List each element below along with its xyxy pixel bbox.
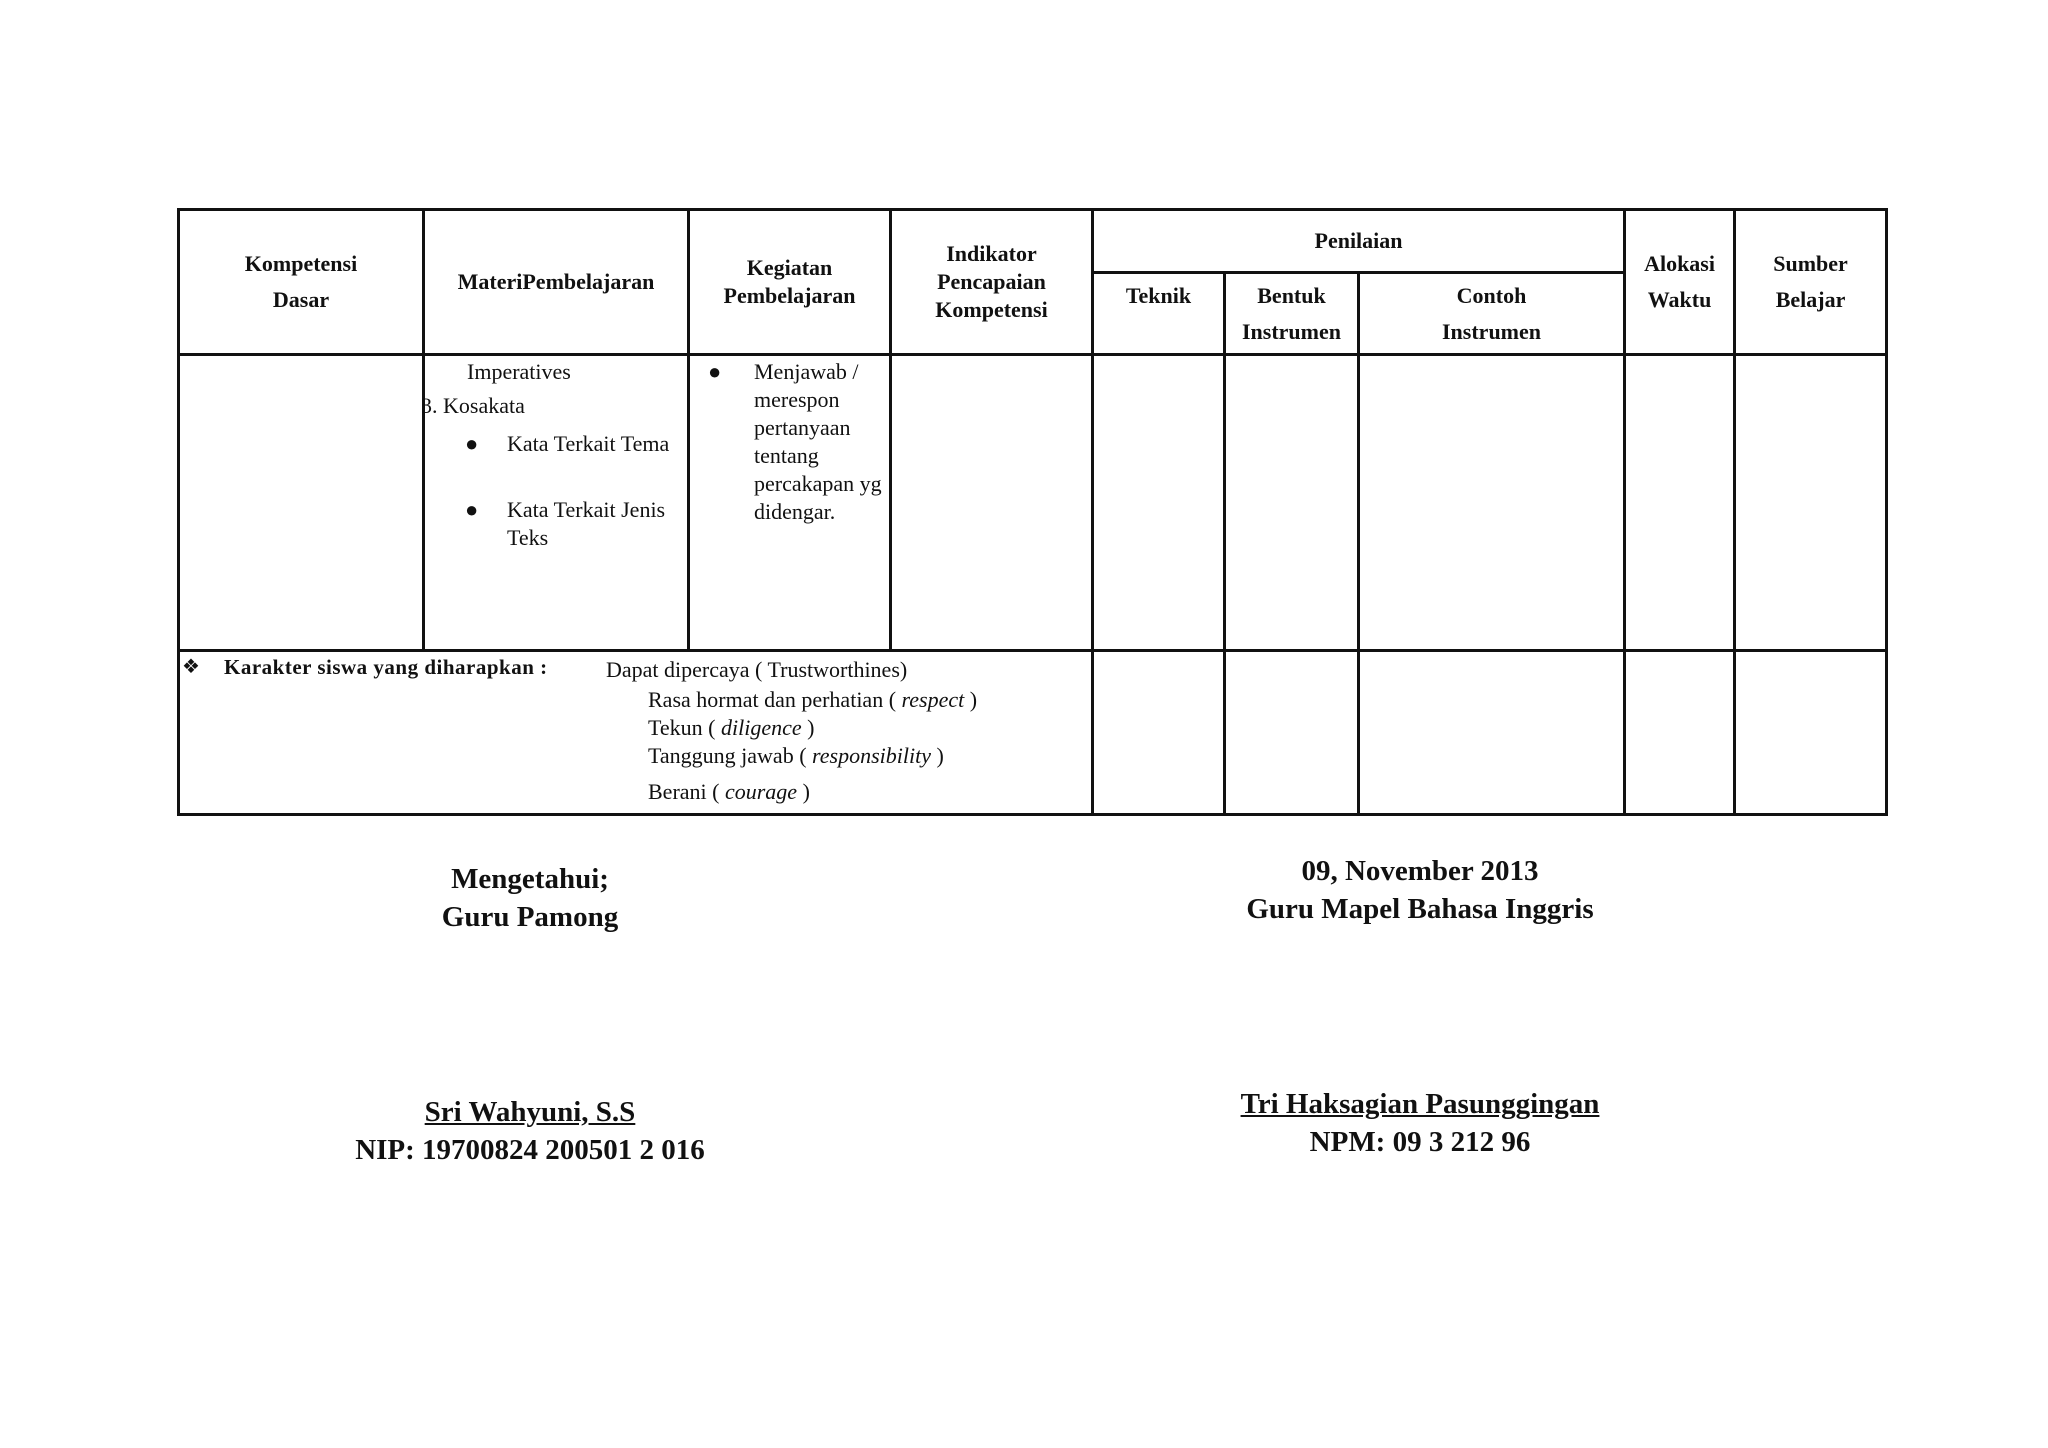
syllabus-table (177, 208, 1888, 816)
cell-karakter-contoh (1359, 650, 1625, 814)
cell-contoh (1359, 355, 1625, 650)
header-kompetensi-dasar: Kompetensi Dasar (179, 210, 424, 355)
signer-right-name: Tri Haksagian Pasunggingan (1240, 1088, 1600, 1120)
bullet-icon: ● (465, 431, 479, 457)
diamond-bullet-icon: ❖ (182, 655, 200, 678)
guru-pamong-label: Guru Pamong (441, 901, 619, 933)
cell-indikator (891, 355, 1093, 650)
karakter-row (179, 650, 1887, 814)
signer-left-name: Sri Wahyuni, S.S (424, 1096, 636, 1128)
cell-karakter-teknik (1093, 650, 1225, 814)
materi-kosakata: 3. Kosakata (421, 393, 525, 419)
karakter-value: Dapat dipercaya ( Trustworthines) (606, 656, 908, 682)
header-contoh-instrumen: Contoh Instrumen (1359, 273, 1625, 355)
bullet-icon: ● (465, 497, 479, 523)
materi-imperatives: Imperatives (467, 359, 571, 385)
cell-karakter-sumber (1735, 650, 1887, 814)
header-row-top (179, 210, 1887, 273)
karakter-label: Karakter siswa yang diharapkan : (224, 654, 548, 679)
date-label: 09, November 2013 (1301, 855, 1539, 887)
signature-right-name (1170, 1085, 1670, 1161)
cell-bentuk (1225, 355, 1359, 650)
karakter-cell (179, 650, 1093, 814)
cell-karakter-bentuk (1225, 650, 1359, 814)
header-bentuk-instrumen: Bentuk Instrumen (1225, 273, 1359, 355)
header-indikator: Indikator Pencapaian Kompetensi (891, 210, 1093, 355)
kegiatan-text: Menjawab / merespon pertanyaan tentang percakapan yg didengar. (754, 359, 882, 525)
header-materi-pembelajaran: MateriPembelajaran (424, 210, 689, 355)
header-teknik: Teknik (1093, 273, 1225, 355)
bullet-icon: ● (708, 359, 722, 385)
guru-mapel-label: Guru Mapel Bahasa Inggris (1246, 893, 1594, 925)
cell-sumber (1735, 355, 1887, 650)
cell-kompetensi-dasar (179, 355, 424, 650)
signer-right-npm: NPM: 09 3 212 96 (1309, 1126, 1531, 1158)
signature-left-name (300, 1093, 760, 1169)
header-sumber-belajar: Sumber Belajar (1735, 210, 1887, 355)
mengetahui-label: Mengetahui; (451, 863, 609, 895)
cell-alokasi (1625, 355, 1735, 650)
cell-materi: Imperatives 3. Kosakata ● Kata Terkait Tema ● Kata Terkait Jenis Teks (424, 355, 689, 650)
cell-karakter-alokasi (1625, 650, 1735, 814)
signature-left-heading (330, 860, 730, 936)
cell-kegiatan (689, 355, 891, 650)
header-kegiatan-pembelajaran: Kegiatan Pembelajaran (689, 210, 891, 355)
header-penilaian: Penilaian (1093, 210, 1625, 273)
content-row (179, 355, 1887, 650)
signer-left-nip: NIP: 19700824 200501 2 016 (355, 1134, 705, 1166)
karakter-value: Rasa hormat dan perhatian ( respect ) (648, 686, 978, 712)
karakter-value: Berani ( courage ) (648, 778, 810, 804)
karakter-value: Tekun ( diligence ) (648, 714, 815, 740)
signature-right-heading (1200, 852, 1640, 928)
header-alokasi-waktu: Alokasi Waktu (1625, 210, 1735, 355)
cell-teknik (1093, 355, 1225, 650)
karakter-value: Tanggung jawab ( responsibility ) (648, 742, 944, 768)
